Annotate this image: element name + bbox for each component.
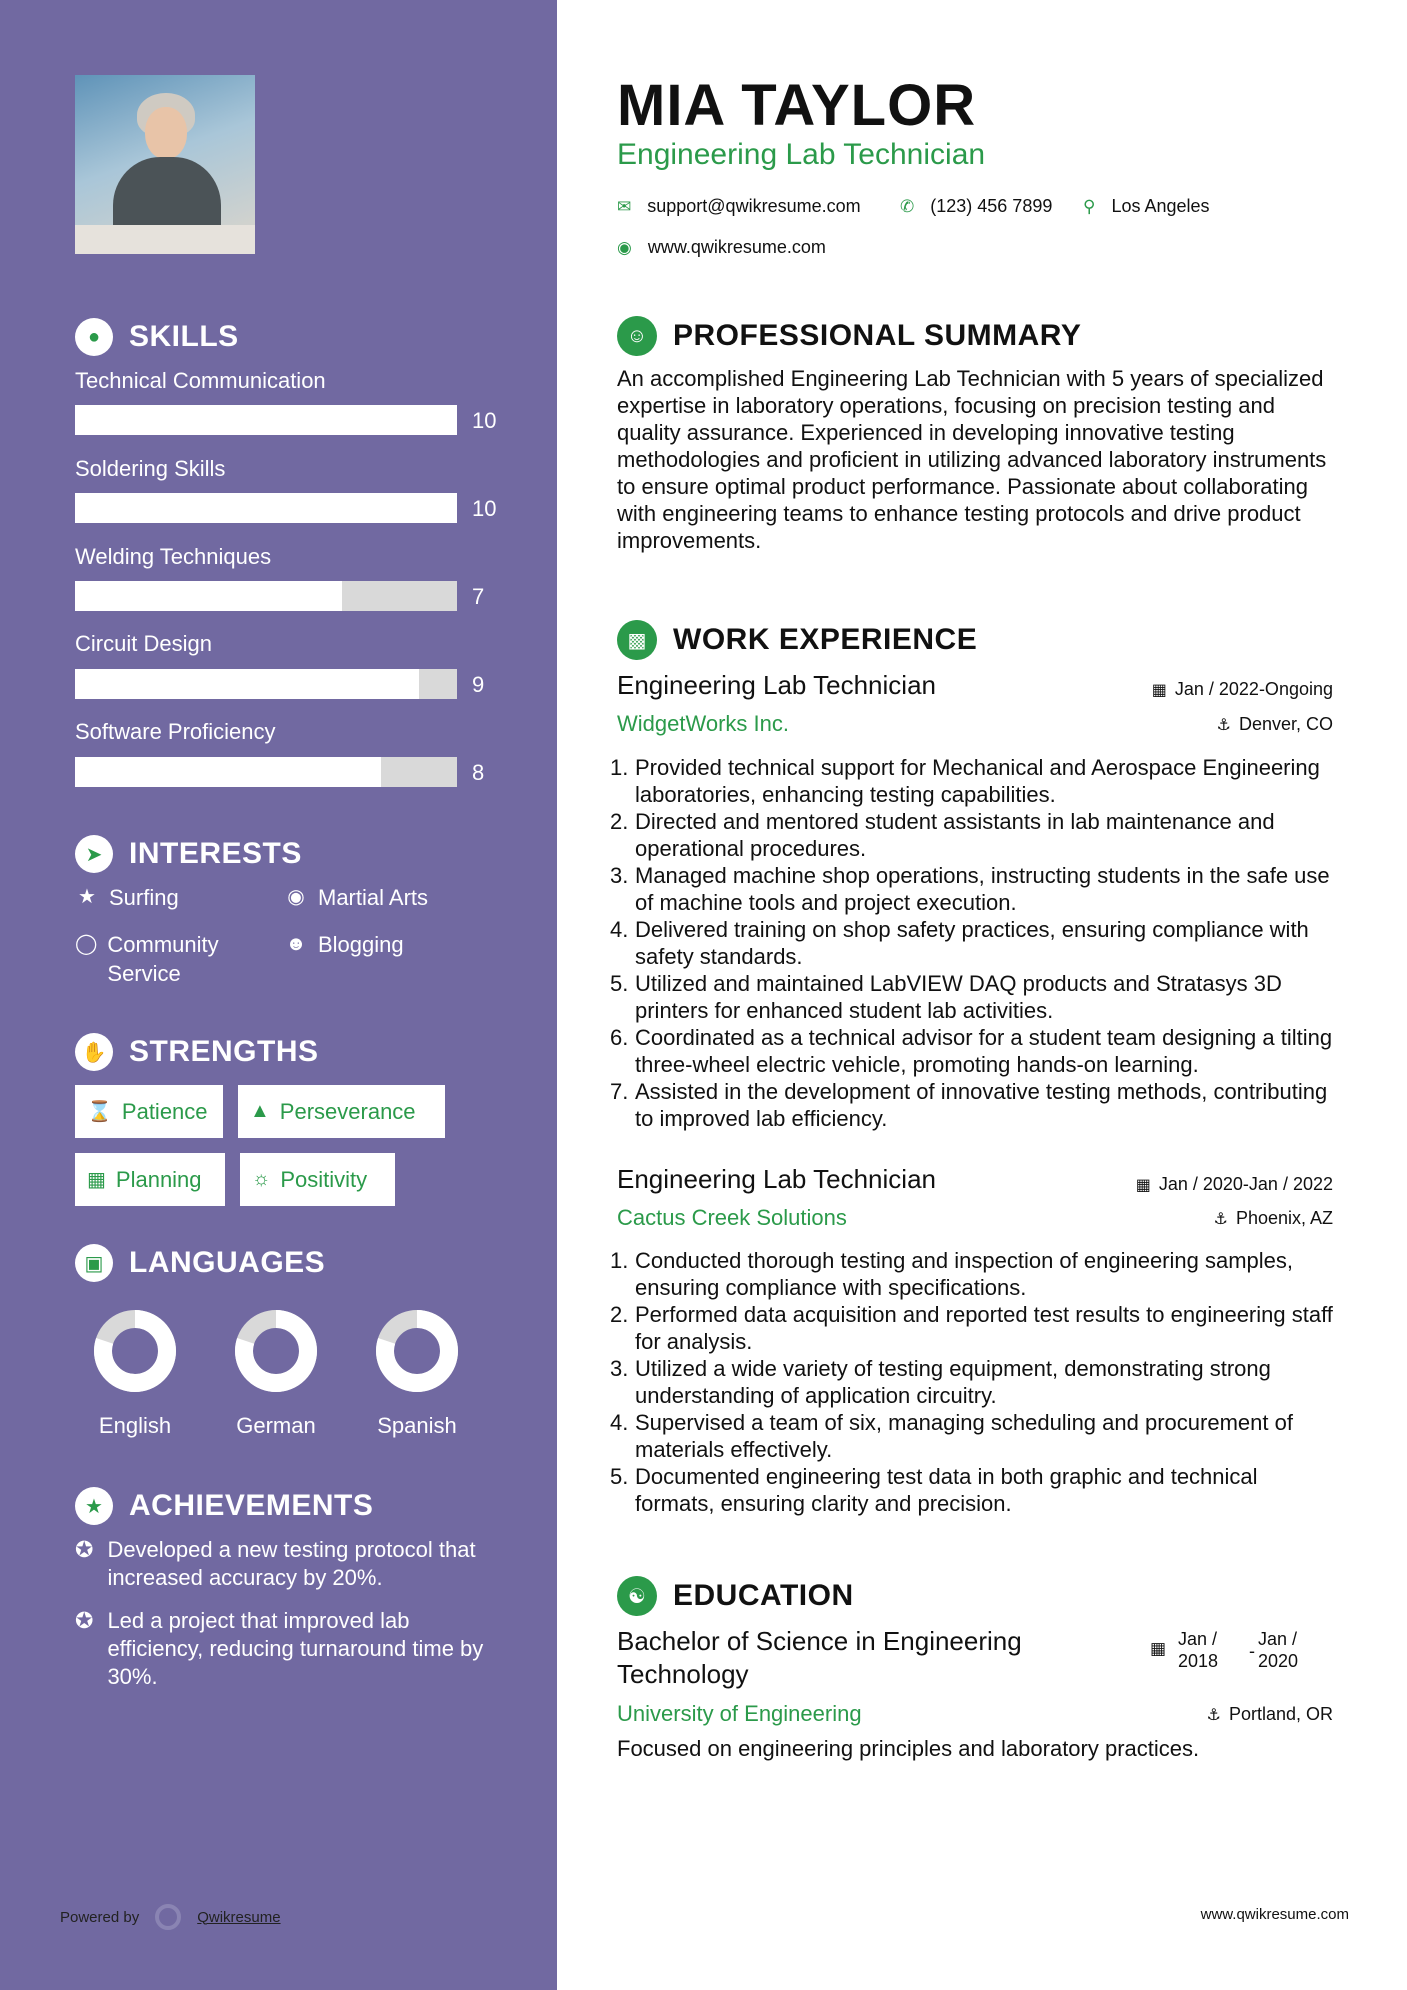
job-location: ⚓ Phoenix, AZ bbox=[1213, 1208, 1333, 1228]
skill-level: 10 bbox=[472, 496, 497, 521]
calendar-icon: ▦ bbox=[1151, 681, 1167, 699]
trophy-star-icon: ✪ bbox=[75, 1608, 94, 1633]
date-separator: - bbox=[1249, 1641, 1255, 1661]
interest-item: ★ Surfing bbox=[75, 883, 179, 912]
star-icon: ★ bbox=[78, 886, 96, 908]
strength-badge: ☼ Positivity bbox=[240, 1153, 395, 1206]
skill-name: Software Proficiency bbox=[75, 719, 276, 744]
star-badge-icon: ★ bbox=[75, 1487, 113, 1525]
skill-bar bbox=[75, 669, 457, 699]
candidate-title: Engineering Lab Technician bbox=[617, 138, 986, 171]
job-dates: ▦ Jan / 2020-Jan / 2022 bbox=[1135, 1174, 1333, 1194]
job-role: Engineering Lab Technician bbox=[617, 1164, 936, 1194]
interests-heading: ➤ INTERESTS bbox=[75, 834, 302, 874]
duty-item: 5. Documented engineering test data in both graphic and technical formats, ensuring clarity and precision. bbox=[610, 1464, 1258, 1516]
skill-level: 9 bbox=[472, 672, 485, 697]
duty-item: 2. Performed data acquisition and reported test results to engineering staff for analysis. bbox=[610, 1302, 1333, 1354]
duty-item: 2. Directed and mentored student assistants in lab maintenance and operational procedures. bbox=[610, 809, 1275, 861]
education-degree: Bachelor of Science in Engineering bbox=[617, 1626, 1022, 1656]
education-location: ⚓ Portland, OR bbox=[1206, 1704, 1333, 1724]
paper-plane-icon: ➤ bbox=[75, 835, 113, 873]
trophy-star-icon: ✪ bbox=[75, 1537, 94, 1562]
duty-item: 6. Coordinated as a technical advisor for a student team designing a tilting three-wheel electric vehicle, promoting hands-on learning. bbox=[610, 1025, 1333, 1077]
duty-item: 1. Conducted thorough testing and inspection of engineering samples, ensuring compliance with specifications. bbox=[610, 1248, 1294, 1300]
skill-name: Technical Communication bbox=[75, 368, 326, 393]
education-end: Jan / 2020 bbox=[1258, 1629, 1299, 1671]
language-level-ring bbox=[92, 1308, 178, 1394]
job-company: WidgetWorks Inc. bbox=[617, 711, 789, 736]
summary-text: An accomplished Engineering Lab Technician with 5 years of specialized expertise in laboratory operations, focusing on precision testing and quality assurance. Experienced in developing innovative testing methodologies and proficient in utilizing advanced laboratory instruments to ensure optimal product performance. Passionate about collaborating with engineering teams to enhance testing protocols and drive product improvements. bbox=[617, 366, 1327, 553]
job-company: Cactus Creek Solutions bbox=[617, 1205, 847, 1230]
road-icon: ▲ bbox=[250, 1100, 270, 1122]
contact-location: ⚲ Los Angeles bbox=[1083, 196, 1210, 216]
strengths-heading: ✋ STRENGTHS bbox=[75, 1032, 319, 1072]
language-icon: ▣ bbox=[75, 1244, 113, 1282]
education-start: Jan / 2018 bbox=[1178, 1629, 1219, 1671]
graduate-icon: ☯ bbox=[617, 1576, 657, 1616]
education-description: Focused on engineering principles and laboratory practices. bbox=[617, 1736, 1200, 1761]
duty-item: 7. Assisted in the development of innovative testing methods, contributing to improved lab efficiency. bbox=[610, 1079, 1328, 1131]
hourglass-icon: ⌛ bbox=[87, 1101, 112, 1123]
job-role: Engineering Lab Technician bbox=[617, 670, 936, 700]
contact-email[interactable]: ✉ support@qwikresume.com bbox=[617, 196, 861, 216]
strength-badge: ▦ Planning bbox=[75, 1153, 225, 1206]
skill-name: Welding Techniques bbox=[75, 544, 272, 569]
calendar-icon: ▦ bbox=[1135, 1176, 1151, 1194]
skill-bar bbox=[75, 581, 457, 611]
job-dates: ▦ Jan / 2022-Ongoing bbox=[1151, 679, 1333, 699]
skill-level: 7 bbox=[472, 584, 485, 609]
achievement-item: ✪ Developed a new testing protocol that increased accuracy by 20%. bbox=[75, 1537, 476, 1590]
language-level-ring bbox=[374, 1308, 460, 1394]
users-icon: ☻ bbox=[285, 933, 307, 955]
skill-level: 10 bbox=[472, 408, 497, 433]
pin-icon: ⚓ bbox=[1216, 716, 1231, 734]
phone-icon: ✆ bbox=[900, 196, 915, 216]
language-name: German bbox=[236, 1413, 316, 1438]
globe-icon: ◉ bbox=[617, 237, 632, 257]
job-location: ⚓ Denver, CO bbox=[1216, 714, 1333, 734]
profile-photo bbox=[75, 75, 255, 254]
language-name: Spanish bbox=[377, 1413, 457, 1438]
strength-badge: ⌛ Patience bbox=[75, 1085, 223, 1138]
candidate-name: MIA TAYLOR bbox=[617, 73, 977, 138]
achievements-heading: ★ ACHIEVEMENTS bbox=[75, 1486, 373, 1526]
envelope-icon: ✉ bbox=[617, 196, 632, 216]
sidebar bbox=[0, 0, 557, 1990]
skills-heading: ● SKILLS bbox=[75, 317, 239, 357]
contact-phone[interactable]: ✆ (123) 456 7899 bbox=[900, 196, 1053, 216]
education-degree-cont: Technology bbox=[617, 1659, 749, 1689]
job-duties bbox=[610, 1247, 1340, 1517]
user-icon: ☺ bbox=[617, 316, 657, 356]
summary-heading: ☺ PROFESSIONAL SUMMARY bbox=[617, 316, 1081, 356]
skill-bar bbox=[75, 493, 457, 523]
pin-icon: ⚓ bbox=[1206, 1706, 1221, 1724]
map-pin-icon: ⚲ bbox=[1083, 196, 1096, 216]
language-name: English bbox=[98, 1413, 172, 1438]
qwikresume-logo-icon bbox=[155, 1904, 181, 1930]
briefcase-icon: ▩ bbox=[617, 620, 657, 660]
powered-by: Powered by Qwikresume bbox=[60, 1904, 281, 1930]
contact-website[interactable]: ◉ www.qwikresume.com bbox=[617, 237, 826, 257]
skill-bar bbox=[75, 757, 457, 787]
skill-level: 8 bbox=[472, 760, 485, 785]
duty-item: 3. Utilized a wide variety of testing equipment, demonstrating strong understanding of application circuitry. bbox=[610, 1356, 1271, 1408]
skill-name: Soldering Skills bbox=[75, 456, 226, 481]
duty-item: 4. Supervised a team of six, managing scheduling and procurement of materials effectively. bbox=[610, 1410, 1293, 1462]
duty-item: 5. Utilized and maintained LabVIEW DAQ products and Stratasys 3D printers for enhanced student lab activities. bbox=[610, 971, 1282, 1023]
lightbulb-icon: ● bbox=[75, 318, 113, 356]
duty-item: 4. Delivered training on shop safety practices, ensuring compliance with safety standards. bbox=[610, 917, 1309, 969]
sun-icon: ☼ bbox=[252, 1168, 271, 1190]
hand-icon: ✋ bbox=[75, 1033, 113, 1071]
job-duties bbox=[610, 754, 1340, 1132]
interest-item: ◯ Community Service bbox=[75, 932, 219, 986]
achievement-item: ✪ Led a project that improved lab efficiency, reducing turnaround time by 30%. bbox=[75, 1608, 484, 1689]
interest-item: ☻ Blogging bbox=[285, 932, 404, 957]
experience-heading: ▩ WORK EXPERIENCE bbox=[617, 620, 977, 660]
interest-item: ◉ Martial Arts bbox=[284, 883, 428, 912]
pin-icon: ⚓ bbox=[1213, 1210, 1228, 1228]
strength-badge: ▲ Perseverance bbox=[238, 1085, 445, 1138]
education-school: University of Engineering bbox=[617, 1701, 862, 1726]
calendar-icon: ▦ bbox=[1150, 1639, 1167, 1658]
duty-item: 3. Managed machine shop operations, instructing students in the safe use of machine tools and project execution. bbox=[610, 863, 1330, 915]
duty-item: 1. Provided technical support for Mechanical and Aerospace Engineering laboratories, enhancing testing capabilities. bbox=[610, 755, 1320, 807]
skill-bar bbox=[75, 405, 457, 435]
languages-heading: ▣ LANGUAGES bbox=[75, 1243, 325, 1283]
calendar-icon: ▦ bbox=[87, 1169, 106, 1191]
footer-url[interactable]: www.qwikresume.com bbox=[1200, 1906, 1349, 1923]
education-heading: ☯ EDUCATION bbox=[617, 1576, 854, 1616]
globe-icon: ◉ bbox=[287, 886, 305, 908]
language-level-ring bbox=[233, 1308, 319, 1394]
skill-name: Circuit Design bbox=[75, 631, 212, 656]
qwikresume-link[interactable]: Qwikresume bbox=[197, 1908, 281, 1926]
shield-icon: ◯ bbox=[75, 933, 98, 955]
